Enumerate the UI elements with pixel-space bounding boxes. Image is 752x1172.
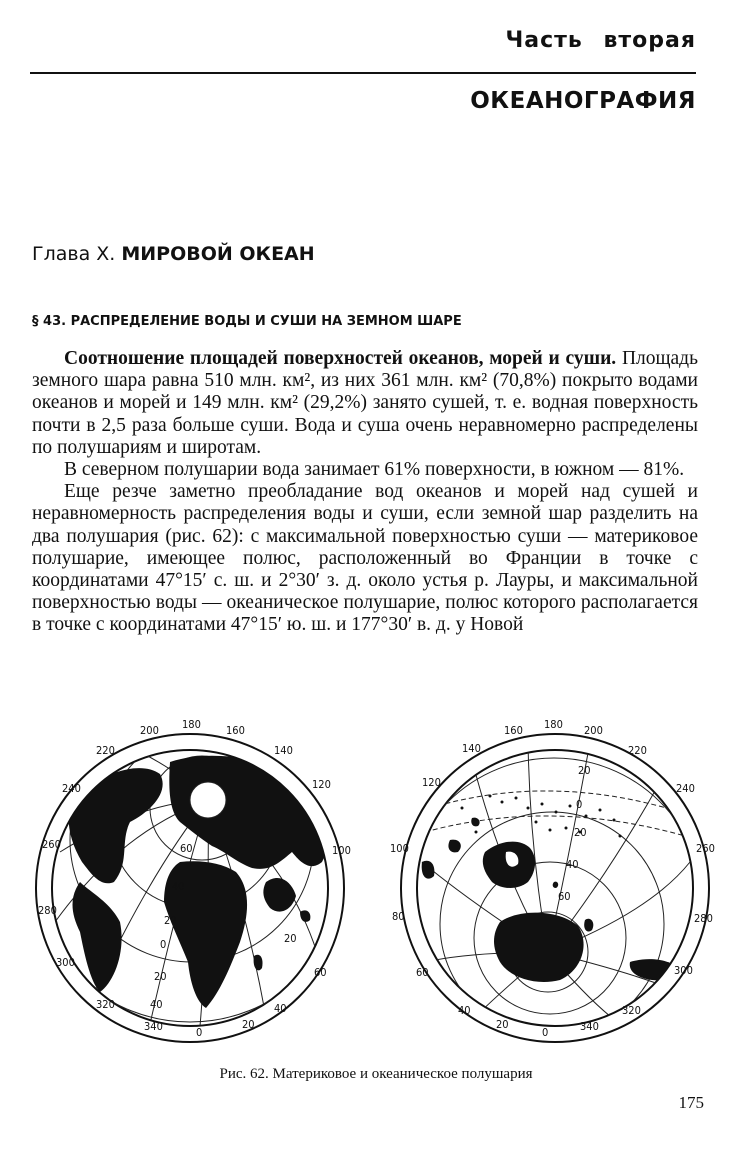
rim-label: 180 (544, 718, 563, 731)
latitude-label: 0 (576, 798, 583, 811)
latitude-label: 40 (566, 858, 579, 871)
part-header: Часть вторая (505, 28, 696, 53)
figure-hemispheres (30, 712, 722, 1052)
part-title: ОКЕАНОГРАФИЯ (470, 88, 696, 114)
rim-label: 240 (676, 782, 695, 795)
rim-label: 0 (542, 1026, 549, 1039)
latitude-label: 20 (574, 826, 587, 839)
figure-caption: Рис. 62. Материковое и океаническое полушария (219, 1066, 533, 1082)
paragraph-3: Еще резче заметно преобладание вод океанов и морей над сушей и неравномерность распределения воды и суши, если земной шар разделить на два полушария (рис. 62): с максимальной поверхностью суши — материковое полушарие, имеющее полюс, расположенный во Франции в точке с координатами 47°15′ с. ш. и 2°30′ з. д. около устья р. Лауры, и максимальной поверхностью воды — океаническое полушарие, полюс которого располагается в точке с координатами 47°15′ ю. ш. и 177°30′ в. д. у Новой (32, 481, 698, 636)
paragraph-1-lead: Соотношение площадей поверхностей океанов, морей и суши. (64, 348, 617, 369)
rim-label: 280 (694, 912, 713, 925)
latitude-label: 40 (150, 998, 163, 1011)
rim-label: 60 (314, 966, 327, 979)
rim-label: 40 (458, 1004, 471, 1017)
page-number: 175 (678, 1093, 704, 1112)
rim-label: 240 (62, 782, 81, 795)
rim-label: 140 (462, 742, 481, 755)
latitude-label: 20 (578, 764, 591, 777)
header-rule (30, 72, 696, 74)
rim-label: 320 (622, 1004, 641, 1017)
rim-label: 0 (196, 1026, 203, 1039)
rim-label: 100 (390, 842, 409, 855)
continental-hemisphere (30, 712, 388, 1052)
rim-label: 260 (42, 838, 61, 851)
rim-label: 300 (56, 956, 75, 969)
rim-label: 260 (696, 842, 715, 855)
rim-label: 160 (504, 724, 523, 737)
rim-label: 220 (96, 744, 115, 757)
rim-label: 340 (580, 1020, 599, 1033)
rim-label: 120 (422, 776, 441, 789)
rim-label: 60 (416, 966, 429, 979)
latitude-label: 60 (558, 890, 571, 903)
rim-label: 80 (392, 910, 405, 923)
rim-label: 180 (182, 718, 201, 731)
latitude-label: 20 (284, 932, 297, 945)
latitude-label: 20 (164, 914, 177, 927)
rim-label: 200 (140, 724, 159, 737)
rim-label: 280 (38, 904, 57, 917)
rim-label: 120 (312, 778, 331, 791)
rim-label: 200 (584, 724, 603, 737)
oceanic-hemisphere (368, 712, 722, 1052)
latitude-label: 40 (172, 880, 185, 893)
rim-label: 100 (332, 844, 351, 857)
rim-label: 40 (274, 1002, 287, 1015)
chapter-title: МИРОВОЙ ОКЕАН (121, 243, 315, 265)
paragraph-1-text: Площадь земного шара равна 510 млн. км², из них 361 млн. км² (70,8%) покрыто водами океанов и морей и 149 млн. км² (29,2%) занято сушей, т. е. водная поверхность почти в 2,5 раза больше суши. Вода и суша очень неравномерно распределены по полушариям и широтам. (32, 348, 698, 458)
rim-label: 160 (226, 724, 245, 737)
rim-label: 340 (144, 1020, 163, 1033)
chapter-heading (32, 243, 315, 265)
latitude-label: 60 (180, 842, 193, 855)
chapter-label: Глава X. (32, 243, 116, 265)
rim-label: 320 (96, 998, 115, 1011)
hemispheres-illustration (30, 712, 722, 1052)
rim-label: 20 (242, 1018, 255, 1031)
rim-label: 220 (628, 744, 647, 757)
section-heading: § 43. РАСПРЕДЕЛЕНИЕ ВОДЫ И СУШИ НА ЗЕМНОМ ШАРЕ (32, 314, 462, 329)
rim-label: 20 (496, 1018, 509, 1031)
body-text (32, 348, 698, 637)
rim-label: 140 (274, 744, 293, 757)
latitude-label: 0 (160, 938, 167, 951)
rim-label: 300 (674, 964, 693, 977)
paragraph-2: В северном полушарии вода занимает 61% поверхности, в южном — 81%. (64, 459, 685, 481)
latitude-label: 20 (154, 970, 167, 983)
paragraph-1 (32, 348, 698, 459)
